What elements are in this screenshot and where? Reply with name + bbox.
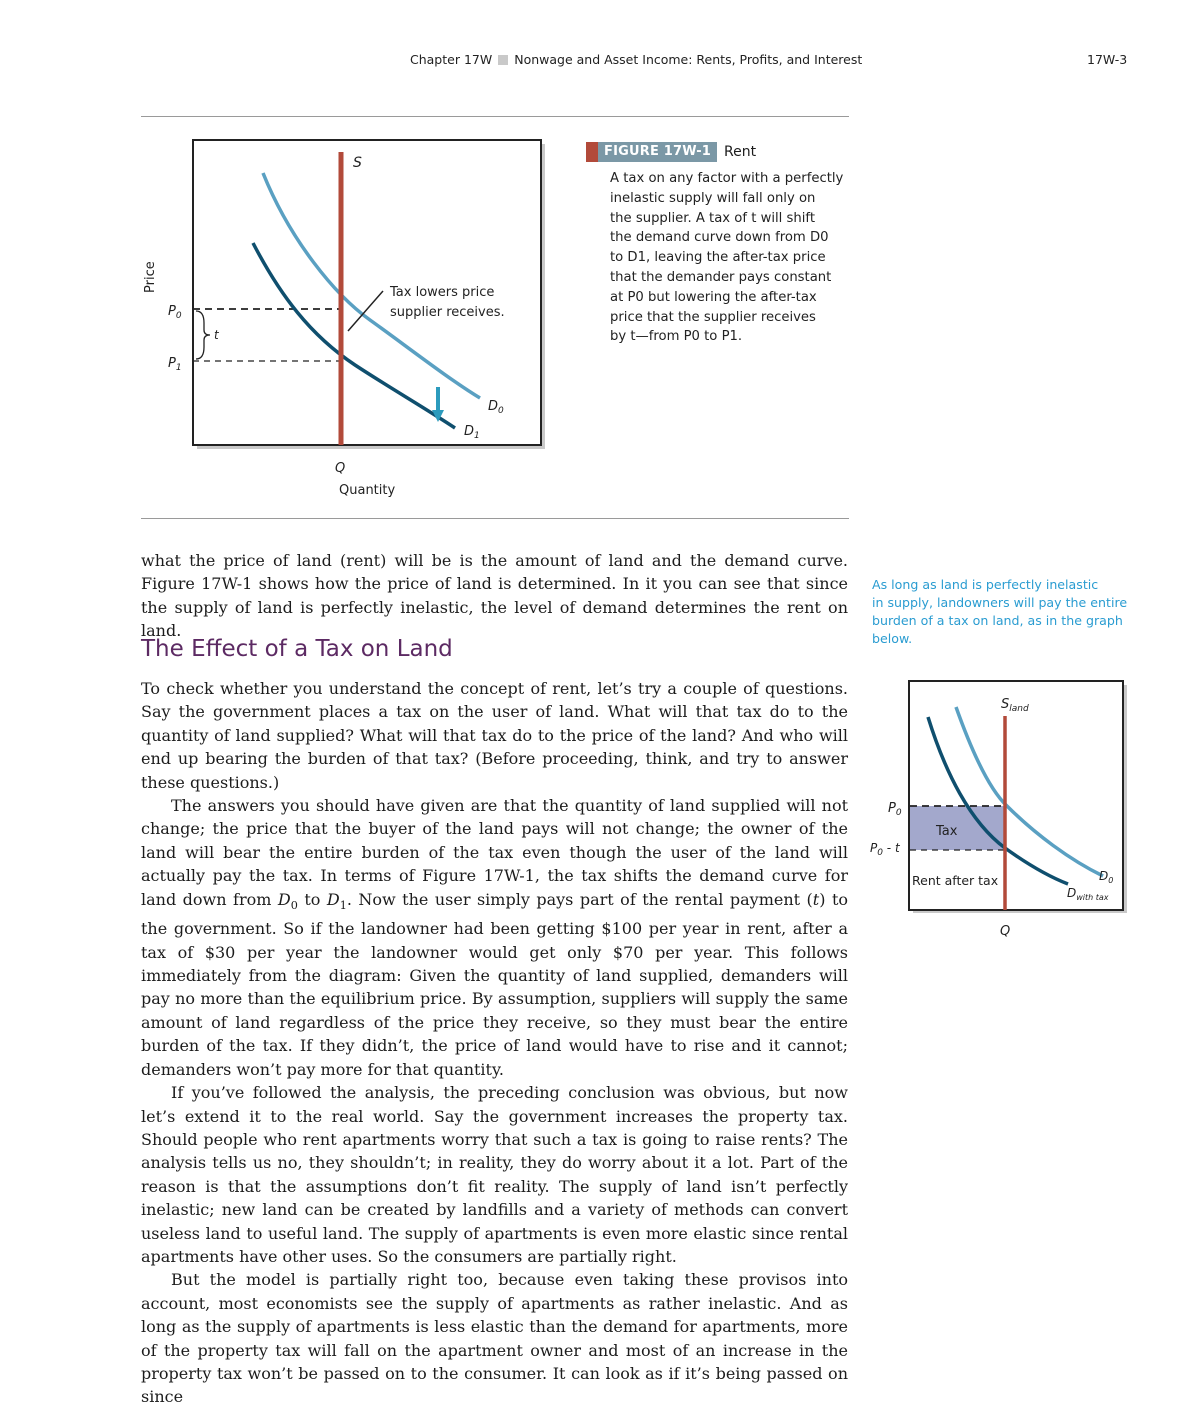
figure-title: Rent (724, 144, 757, 160)
caption-line-7: at P0 but lowering the after-tax (610, 289, 817, 305)
running-header (410, 52, 862, 67)
d0-label: $D_0$ (1099, 869, 1114, 885)
margin-note (872, 576, 1134, 648)
chapter-title: Nonwage and Asset Income: Rents, Profits, and Interest (514, 52, 863, 67)
rent-after-tax-label: Rent after tax (912, 873, 999, 888)
chapter-label: Chapter 17W (410, 52, 493, 67)
bottom-rule (141, 518, 849, 519)
margin-note-line-1: As long as land is perfectly inelastic (872, 577, 1099, 592)
caption-line-1: A tax on any factor with a perfectly (610, 171, 844, 186)
p1-label: $P_1$ (168, 356, 182, 373)
supply-land-label: $S_{land}$ (1001, 697, 1029, 714)
d1-label: $D_1$ (464, 424, 480, 441)
caption-line-9: by t—from P0 to P1. (610, 329, 743, 345)
land-tax-graph (860, 672, 1135, 942)
paragraph-2: The answers you should have given are that the quantity of land supplied will not change; the price that the buyer of the land pays will not change; the owner of the land will bear the entire burden of the tax even though the user of the land will actually pay the tax. In terms of Figure 17W-1, the tax shifts the demand curve for land down from $D_0$ to $D_1$. Now the user simply pays part of the rental payment (t) to the government. So if the landowner had been getting $100 per year in rent, after a tax of $30 per year the landowner would get only $70 per year. This follows immediately from the diagram: Given the quantity of land supplied, demanders will pay no more than the equilibrium price. By assumption, suppliers will supply the same amount of land regardless of the price they receive, so they must bear the entire burden of the tax. If they didn’t, the price of land would have to rise and it cannot; demanders won’t pay more for that quantity. (141, 796, 849, 1079)
figure-rent-graph (130, 130, 570, 510)
header-separator (498, 55, 508, 65)
caption-line-2: inelastic supply will fall only on (610, 190, 816, 206)
intro-paragraph (141, 549, 848, 643)
intro-text: what the price of land (rent) will be is the amount of land and the demand curve. Figure 17W-1 shows how the price of land is determined. In it you can see that since the supply of land is perfectly inelastic, the level of demand determines the rent on land. (141, 551, 848, 641)
figure-tag-accent (586, 142, 598, 162)
tax-label: Tax (936, 824, 958, 839)
q-label: Q (335, 461, 346, 476)
paragraph-4: But the model is partially right too, because even taking these provisos into account, most economists see the supply of apartments as rather inelastic. And as long as the supply of apartments is less elastic than the demand for apartments, more of the property tax will fall on the apartment owner and most of an increase in the property tax won’t be passed on to the consumer. It can look as if it’s being passed on since (141, 1270, 848, 1407)
body-text (141, 677, 848, 1409)
p0-label: $P_0$ (168, 304, 182, 321)
margin-note-line-4: below. (872, 631, 913, 646)
caption-line-8: price that the supplier receives (610, 309, 816, 325)
caption-line-5: to D1, leaving the after-tax price (610, 250, 826, 266)
margin-note-line-2: in supply, landowners will pay the entire (872, 595, 1128, 610)
annotation-line-2: supplier receives. (390, 305, 505, 320)
paragraph-1: To check whether you understand the concept of rent, let’s try a couple of questions. Say the government places a tax on the user of land. What will that tax do to the quantity of land supplied? What will that tax do to the price of the land? And who will end up bearing the burden of that tax? (Before proceeding, think, and try to answer these questions.) (141, 679, 848, 792)
caption-line-4: the demand curve down from D0 (610, 230, 829, 246)
paragraph-3: If you’ve followed the analysis, the preceding conclusion was obvious, but now let’s extend it to the real world. Say the government increases the property tax. Should people who rent apartments worry that such a tax is going to raise rents? The analysis tells us no, they shouldn’t; in reality, they do worry about it a lot. Part of the reason is that the assumptions don’t fit reality. The supply of land isn’t perfectly inelastic; new land can be created by landfills and a variety of methods can convert useless land to useful land. The supply of apartments is even more elastic since rental apartments have other uses. So the consumers are partially right. (141, 1083, 848, 1266)
figure-caption (610, 169, 855, 347)
caption-line-6: that the demander pays constant (610, 269, 832, 285)
tax-t-label: t (214, 328, 219, 342)
figure-number: FIGURE 17W-1 (598, 142, 717, 162)
tax-area (910, 806, 1005, 850)
page-number: 17W-3 (1087, 52, 1128, 67)
margin-note-line-3: burden of a tax on land, as in the graph (872, 613, 1123, 628)
d0-label: $D_0$ (488, 399, 504, 416)
supply-label: S (353, 155, 362, 171)
top-rule (141, 116, 849, 117)
q-label: Q (1000, 924, 1011, 939)
p0-label: $P_0$ (888, 801, 902, 818)
section-heading: The Effect of a Tax on Land (141, 636, 453, 662)
figure-tag (586, 142, 717, 162)
annotation-line-1: Tax lowers price (390, 285, 495, 300)
y-axis-label: Price (143, 261, 158, 293)
p0-minus-t-label: $P_0$ - t (870, 841, 900, 858)
caption-line-3: the supplier. A tax of t will shift (610, 210, 816, 226)
d-with-tax-label: $D_{with tax}$ (1067, 886, 1109, 902)
x-axis-label: Quantity (339, 483, 396, 498)
